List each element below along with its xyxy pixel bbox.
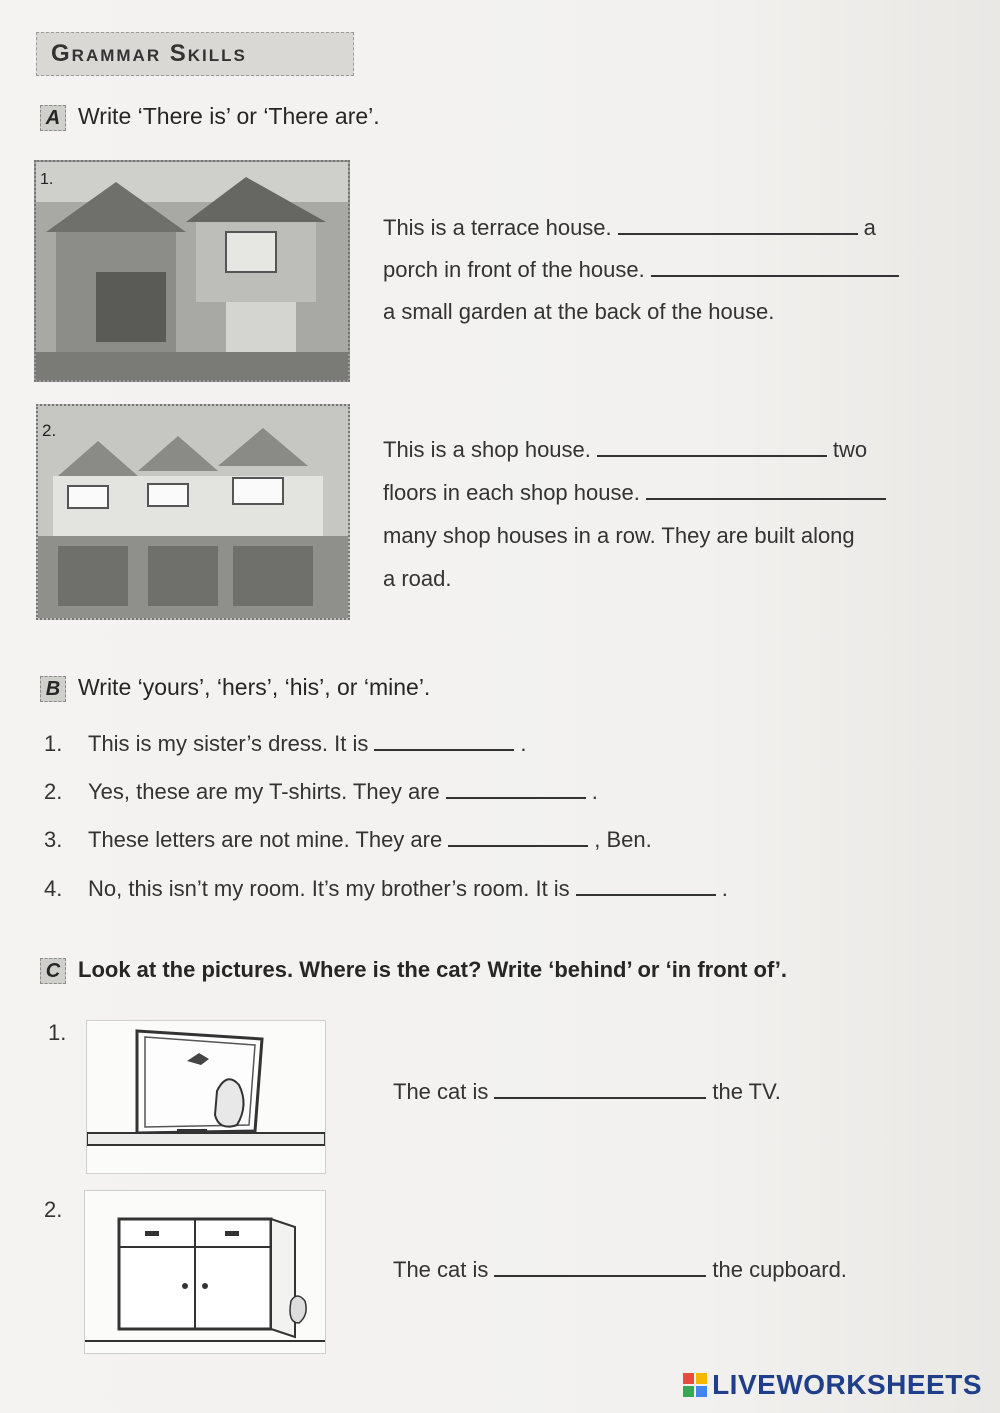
b-item-2-end: . [591,779,598,804]
c-item-1-number: 1. [48,1020,67,1045]
c-item-2-start: The cat is [393,1257,489,1282]
b-item-4-text: No, this isn’t my room. It’s my brother’s room. It is [88,876,570,901]
b-item-1 [44,731,526,757]
b-item-4 [44,876,728,902]
c-item-1-blank[interactable] [494,1096,706,1099]
a1-blank-2[interactable] [651,274,899,277]
a2-blank-2[interactable] [646,497,886,500]
b-item-4-blank[interactable] [576,893,716,896]
b-item-4-number: 4. [44,876,63,901]
section-b-letter: B [40,676,66,702]
terrace-house-picture [34,160,350,382]
b-item-3-blank[interactable] [448,844,588,847]
liveworksheets-logo-icon [682,1372,708,1398]
c-item-1-start: The cat is [393,1079,489,1104]
section-a-instruction: Write ‘There is’ or ‘There are’. [78,103,380,129]
b-item-4-end: . [721,876,728,901]
a1-line1 [383,215,876,241]
a2-line4: a road. [383,566,452,591]
section-b-instruction: Write ‘yours’, ‘hers’, ‘his’, or ‘mine’. [78,674,431,700]
a1-line1-text: This is a terrace house. [383,215,612,240]
a2-line3: many shop houses in a row. They are built along [383,523,855,548]
section-a-letter: A [40,105,66,131]
a2-line1 [383,437,867,463]
a1-blank-1[interactable] [618,232,858,235]
b-item-3 [44,827,652,853]
watermark-text: LIVEWORKSHEETS [712,1369,982,1400]
c-item-1-end: the TV. [712,1079,781,1104]
a1-line1-end: a [863,215,876,240]
a1-line2-text: porch in front of the house. [383,257,645,282]
b-item-1-blank[interactable] [374,748,514,751]
a2-line2-text: floors in each shop house. [383,480,640,505]
a2-line1-text: This is a shop house. [383,437,591,462]
page-title: Grammar Skills [36,32,354,76]
b-item-2-text: Yes, these are my T-shirts. They are [88,779,440,804]
b-item-1-text: This is my sister’s dress. It is [88,731,369,756]
b-item-3-end: , Ben. [594,827,652,852]
section-c-heading [40,957,787,984]
picture-a2-number: 2. [42,421,57,440]
b-item-2 [44,779,598,805]
c-item-1-sentence [393,1079,781,1105]
picture-a1-number: 1. [40,171,54,188]
a1-line2 [383,257,905,283]
b-item-3-text: These letters are not mine. They are [88,827,443,852]
a2-line1-end: two [832,437,868,462]
a1-line3: a small garden at the back of the house. [383,299,775,324]
liveworksheets-watermark [682,1369,982,1401]
c-item-2-blank[interactable] [494,1274,706,1277]
section-c-letter: C [40,958,66,984]
shop-house-picture [36,404,350,620]
c-item-2-number: 2. [44,1197,63,1222]
section-a-heading [40,103,380,131]
b-item-1-number: 1. [44,731,63,756]
section-b-heading [40,674,430,702]
b-item-1-end: . [520,731,527,756]
a2-line2 [383,480,892,506]
a2-blank-1[interactable] [597,454,827,457]
b-item-3-number: 3. [44,827,63,852]
b-item-2-blank[interactable] [446,796,586,799]
cat-cupboard-picture [84,1190,326,1354]
cat-tv-picture [86,1020,326,1174]
c-item-2-end: the cupboard. [712,1257,847,1282]
section-c-instruction: Look at the pictures. Where is the cat? Write ‘behind’ or ‘in front of’. [78,957,787,982]
c-item-2-sentence [393,1257,847,1283]
b-item-2-number: 2. [44,779,63,804]
